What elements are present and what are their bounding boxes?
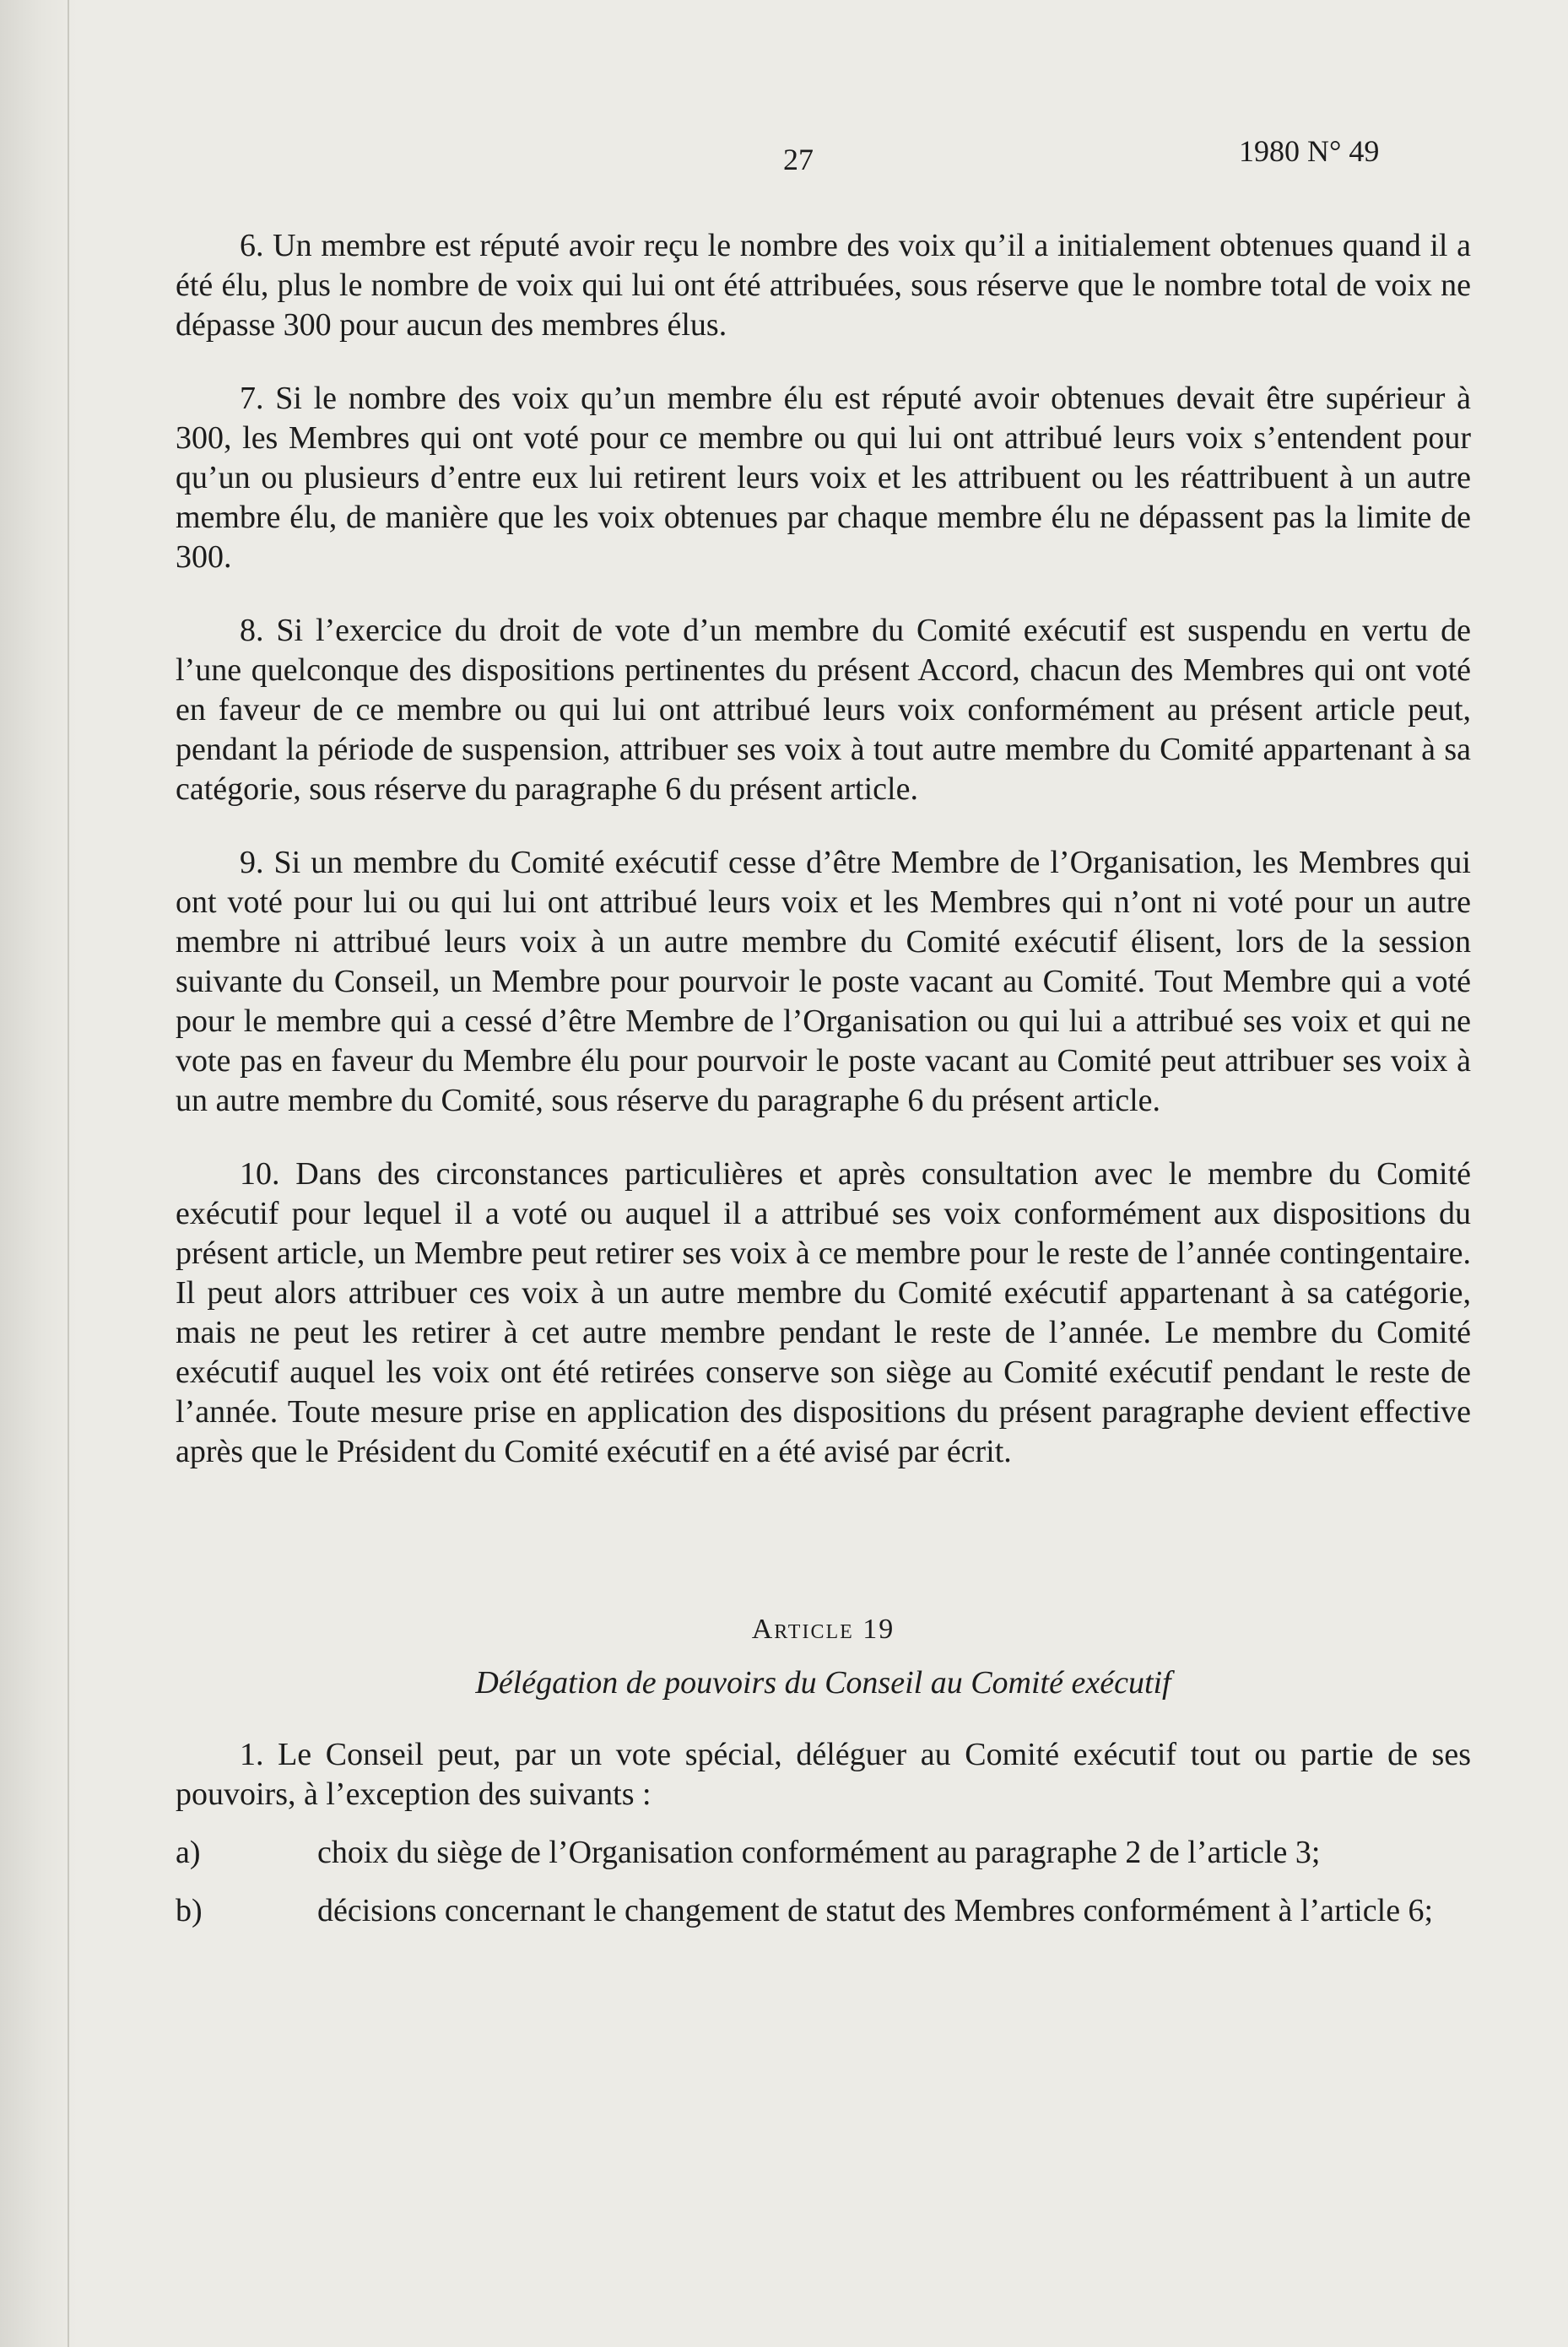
article-heading: Article 19	[751, 1614, 895, 1645]
paragraph-7: 7. Si le nombre des voix qu’un membre élu est réputé avoir obtenues devait être supérieur à 300, les Membres qui ont voté pour ce membre ou qui lui ont attribué leurs voix s’entendent pour qu’un ou plusieurs d’entre eux lui retirent leurs voix et les attribuent ou les réattribuent à un autre membre élu, de manière que les voix obtenues par chaque membre élu ne dépassent pas la limite de 300.	[176, 381, 1471, 575]
paragraph-6: 6. Un membre est réputé avoir reçu le nombre des voix qu’il a initialement obtenues quand il a été élu, plus le nombre de voix qui lui ont été attribuées, sous réserve que le nombre total de voix ne dépasse 300 pour aucun des membres élus.	[176, 228, 1471, 343]
list-item-text: choix du siège de l’Organisation conformément au paragraphe 2 de l’article 3;	[317, 1835, 1321, 1870]
page-header	[0, 133, 1568, 184]
list-item	[176, 1833, 1471, 1873]
page-number: 27	[783, 143, 814, 176]
paragraph-9: 9. Si un membre du Comité exécutif cesse d’être Membre de l’Organisation, les Membres qui ont voté pour lui ou qui lui ont attribué leurs voix et les Membres qui n’ont ni voté pour un autre membre ni attribué leurs voix à un autre membre du Comité exécutif élisent, lors de la session suivante du Conseil, un Membre pour pourvoir le poste vacant au Comité. Tout Membre qui a voté pour le membre qui a cessé d’être Membre de l’Organisation ou qui lui a attribué ses voix et qui ne vote pas en faveur du Membre élu pour pourvoir le poste vacant au Comité peut attribuer ses voix à un autre membre du Comité, sous réserve du paragraphe 6 du présent article.	[176, 845, 1471, 1118]
page-binding-shadow	[0, 0, 78, 2347]
paragraph-10: 10. Dans des circonstances particulières et après consultation avec le membre du Comité exécutif pour lequel il a voté ou auquel il a attribué ses voix conformément aux dispositions du présent article, un Membre peut retirer ses voix à ce membre pour le reste de l’année contingentaire. Il peut alors attribuer ces voix à un autre membre du Comité exécutif appartenant à sa catégorie, mais ne peut les retirer à cet autre membre pendant le reste de l’année. Le membre du Comité exécutif auquel les voix ont été retirées conserve son siège au Comité exécutif pendant le reste de l’année. Toute mesure prise en application des dispositions du présent paragraphe devient effective après que le Président du Comité exécutif en a été avisé par écrit.	[176, 1156, 1471, 1469]
list-item-text: décisions concernant le changement de statut des Membres conformément à l’article 6;	[317, 1893, 1434, 1928]
paragraph-8: 8. Si l’exercice du droit de vote d’un membre du Comité exécutif est suspendu en vertu de l’une quelconque des dispositions pertinentes du présent Accord, chacun des Membres qui ont voté en faveur de ce membre ou qui lui ont attribué leurs voix conformément au présent article peut, pendant la période de suspension, attribuer ses voix à tout autre membre du Comité appartenant à sa catégorie, sous réserve du paragraphe 6 du présent article.	[176, 613, 1471, 807]
page-fold-line	[68, 0, 69, 2347]
list-item-marker: b)	[176, 1893, 203, 1928]
list-item-marker: a)	[176, 1835, 201, 1870]
list-item	[176, 1891, 1471, 1931]
page-body	[176, 226, 1471, 1950]
document-reference: 1980 N° 49	[1239, 134, 1380, 168]
article-subtitle: Délégation de pouvoirs du Conseil au Comité exécutif	[475, 1665, 1171, 1701]
article-paragraph-1: 1. Le Conseil peut, par un vote spécial, déléguer au Comité exécutif tout ou partie de ses pouvoirs, à l’exception des suivants :	[176, 1737, 1471, 1812]
